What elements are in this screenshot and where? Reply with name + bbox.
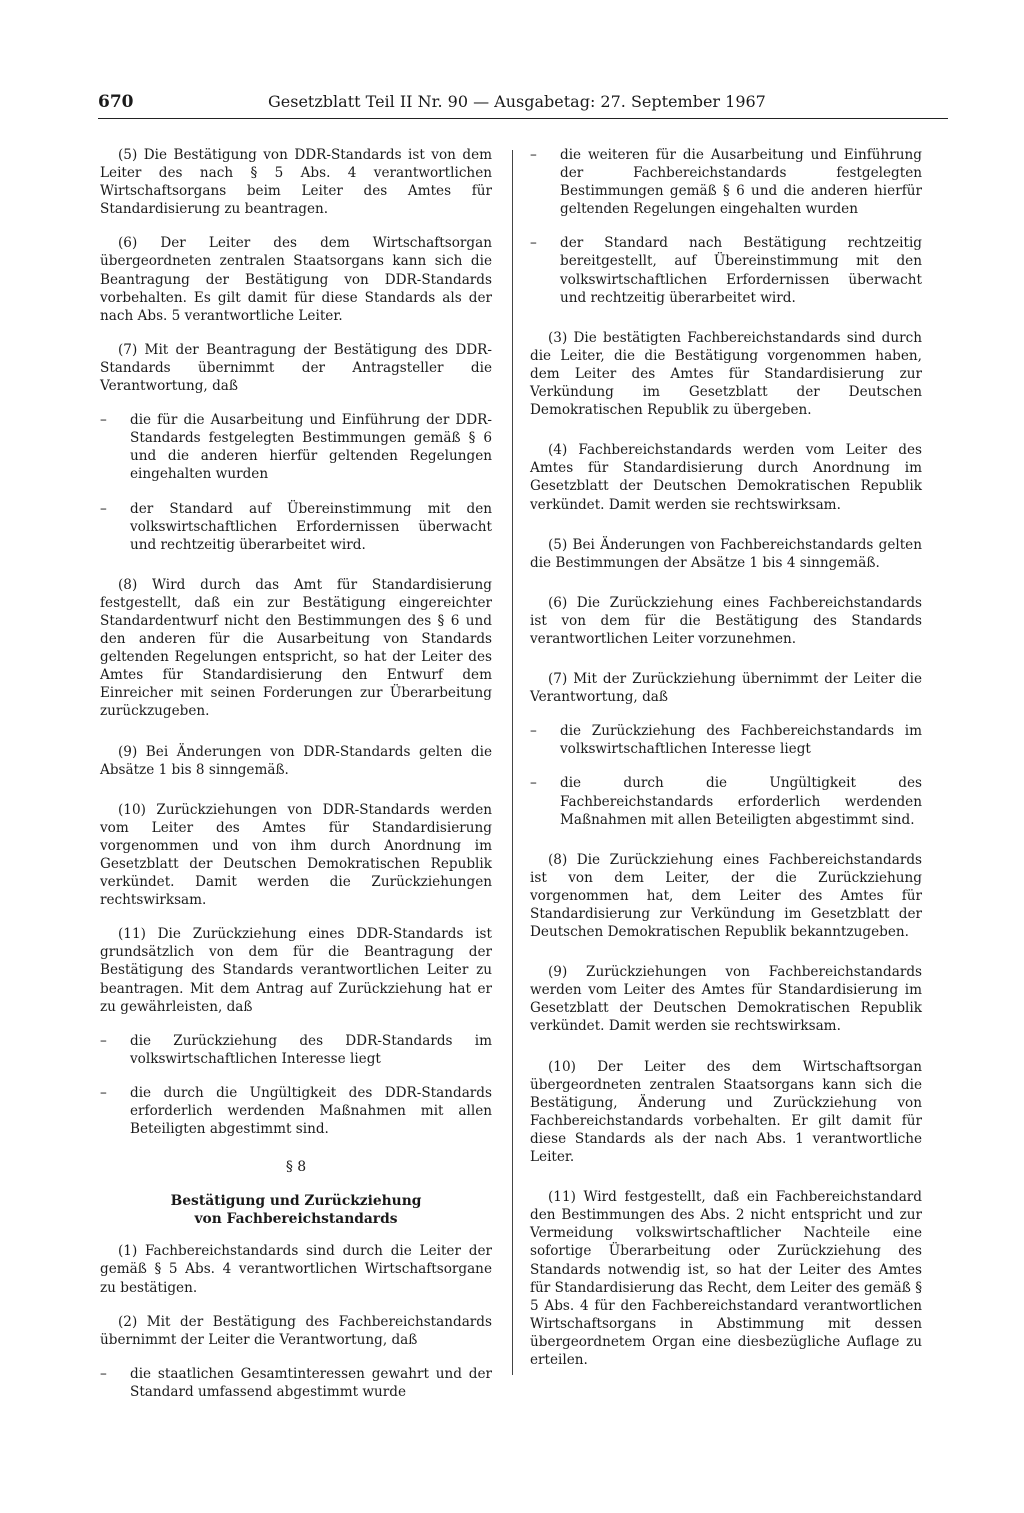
paragraph-right-6: (6) Die Zurückziehung eines Fachbereichstandards ist von dem für die Bestätigung des Standards verantwortlichen Leiter vorzunehmen. <box>530 594 922 647</box>
page-number: 670 <box>98 92 134 112</box>
paragraph-right-7: (7) Mit der Zurückziehung übernimmt der Leiter die Verantwortung, daß <box>530 671 922 706</box>
paragraph-left-11: (11) Die Zurückziehung eines DDR-Standards ist grundsätzlich von dem für die Beantragung der Bestätigung des Standards verantwortlichen Leiter zu beantragen. Mit dem Antrag auf Zurückziehung hat er zu gewährleisten, daß <box>100 926 492 1015</box>
paragraph-right-4: (4) Fachbereichstandards werden vom Leiter des Amtes für Standardisierung durch Anordnung im Gesetzblatt der Deutschen Demokratischen Republik verkündet. Damit werden sie rechtswirksam. <box>530 442 922 513</box>
right-column <box>530 146 922 1385</box>
paragraph-right-10: (10) Der Leiter des dem Wirtschaftsorgan übergeordneten zentralen Staatsorgans kann sich die Bestätigung, Änderung und Zurückziehung von Fachbereichstandards vorbehalten. Er gilt damit für diese Standards als der nach Abs. 1 verantwortliche Leiter. <box>530 1058 922 1166</box>
header-title: Gesetzblatt Teil II Nr. 90 — Ausgabetag: 27. September 1967 <box>268 92 766 111</box>
paragraph-left-6: (6) Der Leiter des dem Wirtschaftsorgan übergeordneten zentralen Staatsorgans kann sich die Beantragung der Bestätigung von DDR-Standards vorbehalten. Es gilt damit für diese Standards als der nach Abs. 5 verantwortliche Leiter. <box>100 235 492 324</box>
section-title-line-1: Bestätigung und Zurückziehung <box>170 1193 422 1210</box>
paragraph-right-11: (11) Wird festgestellt, daß ein Fachbereichstandard den Bestimmungen des Abs. 2 nicht entspricht und zur Vermeidung volkswirtschaftlicher Nachteile eine sofortige Überarbeitung oder Zurückziehung des Standards notwendig ist, so hat der Leiter des Amtes für Standardisierung das Recht, dem Leiter des gemäß § 5 Abs. 4 für den Fachbereichstandard verantwortlichen Wirtschaftsorgans in Abstimmung mit dessen übergeordnetem Organ eine diesbezügliche Auflage zu erteilen. <box>530 1189 922 1368</box>
paragraph-right-5: (5) Bei Änderungen von Fachbereichstandards gelten die Bestimmungen der Absätze 1 bis 4 sinngemäß. <box>530 536 922 571</box>
paragraph-left-7: (7) Mit der Beantragung der Bestätigung des DDR-Standards übernimmt der Antragsteller die Verantwortung, daß <box>100 341 492 395</box>
paragraph-left-5: (5) Die Bestätigung von DDR-Standards ist von dem Leiter des nach § 5 Abs. 4 verantwortlichen Wirtschaftsorgans beim Leiter des Amtes für Standardisierung zu beantragen. <box>100 147 492 218</box>
dash-item: – die staatlichen Gesamtinteressen gewahrt und der Standard umfassend abgestimmt wurde <box>100 1365 492 1401</box>
dash-item: – die durch die Ungültigkeit des DDR-Standards erforderlich werdenden Maßnahmen mit allen Beteiligten abgestimmt sind. <box>100 1084 492 1138</box>
paragraph-right-3: (3) Die bestätigten Fachbereichstandards sind durch die Leiter, die die Bestätigung vorgenommen haben, dem Leiter des Amtes für Standardisierung zur Verkündung im Gesetzblatt der Deutschen Demokratischen Republik zu übergeben. <box>530 329 922 419</box>
paragraph-right-8: (8) Die Zurückziehung eines Fachbereichstandards ist von dem Leiter, der die Zurückziehung vorgenommen hat, dem Leiter des Amtes für Standardisierung zur Verkündung im Gesetzblatt der Deutschen Demokratischen Republik bekanntzugeben. <box>530 851 922 941</box>
dash-item: – der Standard nach Bestätigung rechtzeitig bereitgestellt, auf Übereinstimmung mit den volkswirtschaftlichen Erfordernissen überwacht und rechtzeitig überarbeitet wird. <box>530 234 922 306</box>
left-column <box>100 146 492 1417</box>
dash-item: – die weiteren für die Ausarbeitung und Einführung der Fachbereichstandards festgelegten Bestimmungen gemäß § 6 und die anderen hierfür geltenden Regelungen eingehalten wurden <box>530 146 922 218</box>
dash-item: – die Zurückziehung des DDR-Standards im volkswirtschaftlichen Interesse liegt <box>100 1032 492 1068</box>
section-number: § 8 <box>285 1159 307 1176</box>
column-divider <box>512 150 513 1375</box>
dash-item: – die für die Ausarbeitung und Einführung der DDR-Standards festgelegten Bestimmungen gemäß § 6 und die anderen hierfür geltenden Regelungen eingehalten wurden <box>100 411 492 483</box>
dash-item: – die durch die Ungültigkeit des Fachbereichstandards erforderlich werdenden Maßnahmen mit allen Beteiligten abgestimmt sind. <box>530 774 922 828</box>
paragraph-section-2: (2) Mit der Bestätigung des Fachbereichstandards übernimmt der Leiter die Verantwortung, daß <box>100 1313 492 1348</box>
section-title-line-2: von Fachbereichstandards <box>194 1211 398 1228</box>
page-header <box>98 92 948 119</box>
paragraph-left-10: (10) Zurückziehungen von DDR-Standards werden vom Leiter des Amtes für Standardisierung vorgenommen und von ihm durch Anordnung im Gesetzblatt der Deutschen Demokratischen Republik verkündet. Damit werden die Zurückziehungen rechtswirksam. <box>100 801 492 909</box>
paragraph-right-9: (9) Zurückziehungen von Fachbereichstandards werden vom Leiter des Amtes für Standardisierung im Gesetzblatt der Deutschen Demokratischen Republik verkündet. Damit werden sie rechtswirksam. <box>530 964 922 1035</box>
paragraph-left-9: (9) Bei Änderungen von DDR-Standards gelten die Absätze 1 bis 8 sinngemäß. <box>100 743 492 778</box>
section-heading <box>100 1158 492 1228</box>
paragraph-section-1: (1) Fachbereichstandards sind durch die Leiter der gemäß § 5 Abs. 4 verantwortlichen Wirtschaftsorgane zu bestätigen. <box>100 1243 492 1296</box>
paragraph-left-8: (8) Wird durch das Amt für Standardisierung festgestellt, daß ein zur Bestätigung eingereichter Standardentwurf nicht den Bestimmungen des § 6 und den anderen für die Ausarbeitung von Standards geltenden Regelungen entspricht, so hat der Leiter des Amtes für Standardisierung den Entwurf dem Einreicher mit seinen Forderungen zur Überarbeitung zurückzugeben. <box>100 576 492 720</box>
dash-item: – der Standard auf Übereinstimmung mit den volkswirtschaftlichen Erfordernissen überwacht und rechtzeitig überarbeitet wird. <box>100 500 492 554</box>
dash-item: – die Zurückziehung des Fachbereichstandards im volkswirtschaftlichen Interesse liegt <box>530 722 922 758</box>
